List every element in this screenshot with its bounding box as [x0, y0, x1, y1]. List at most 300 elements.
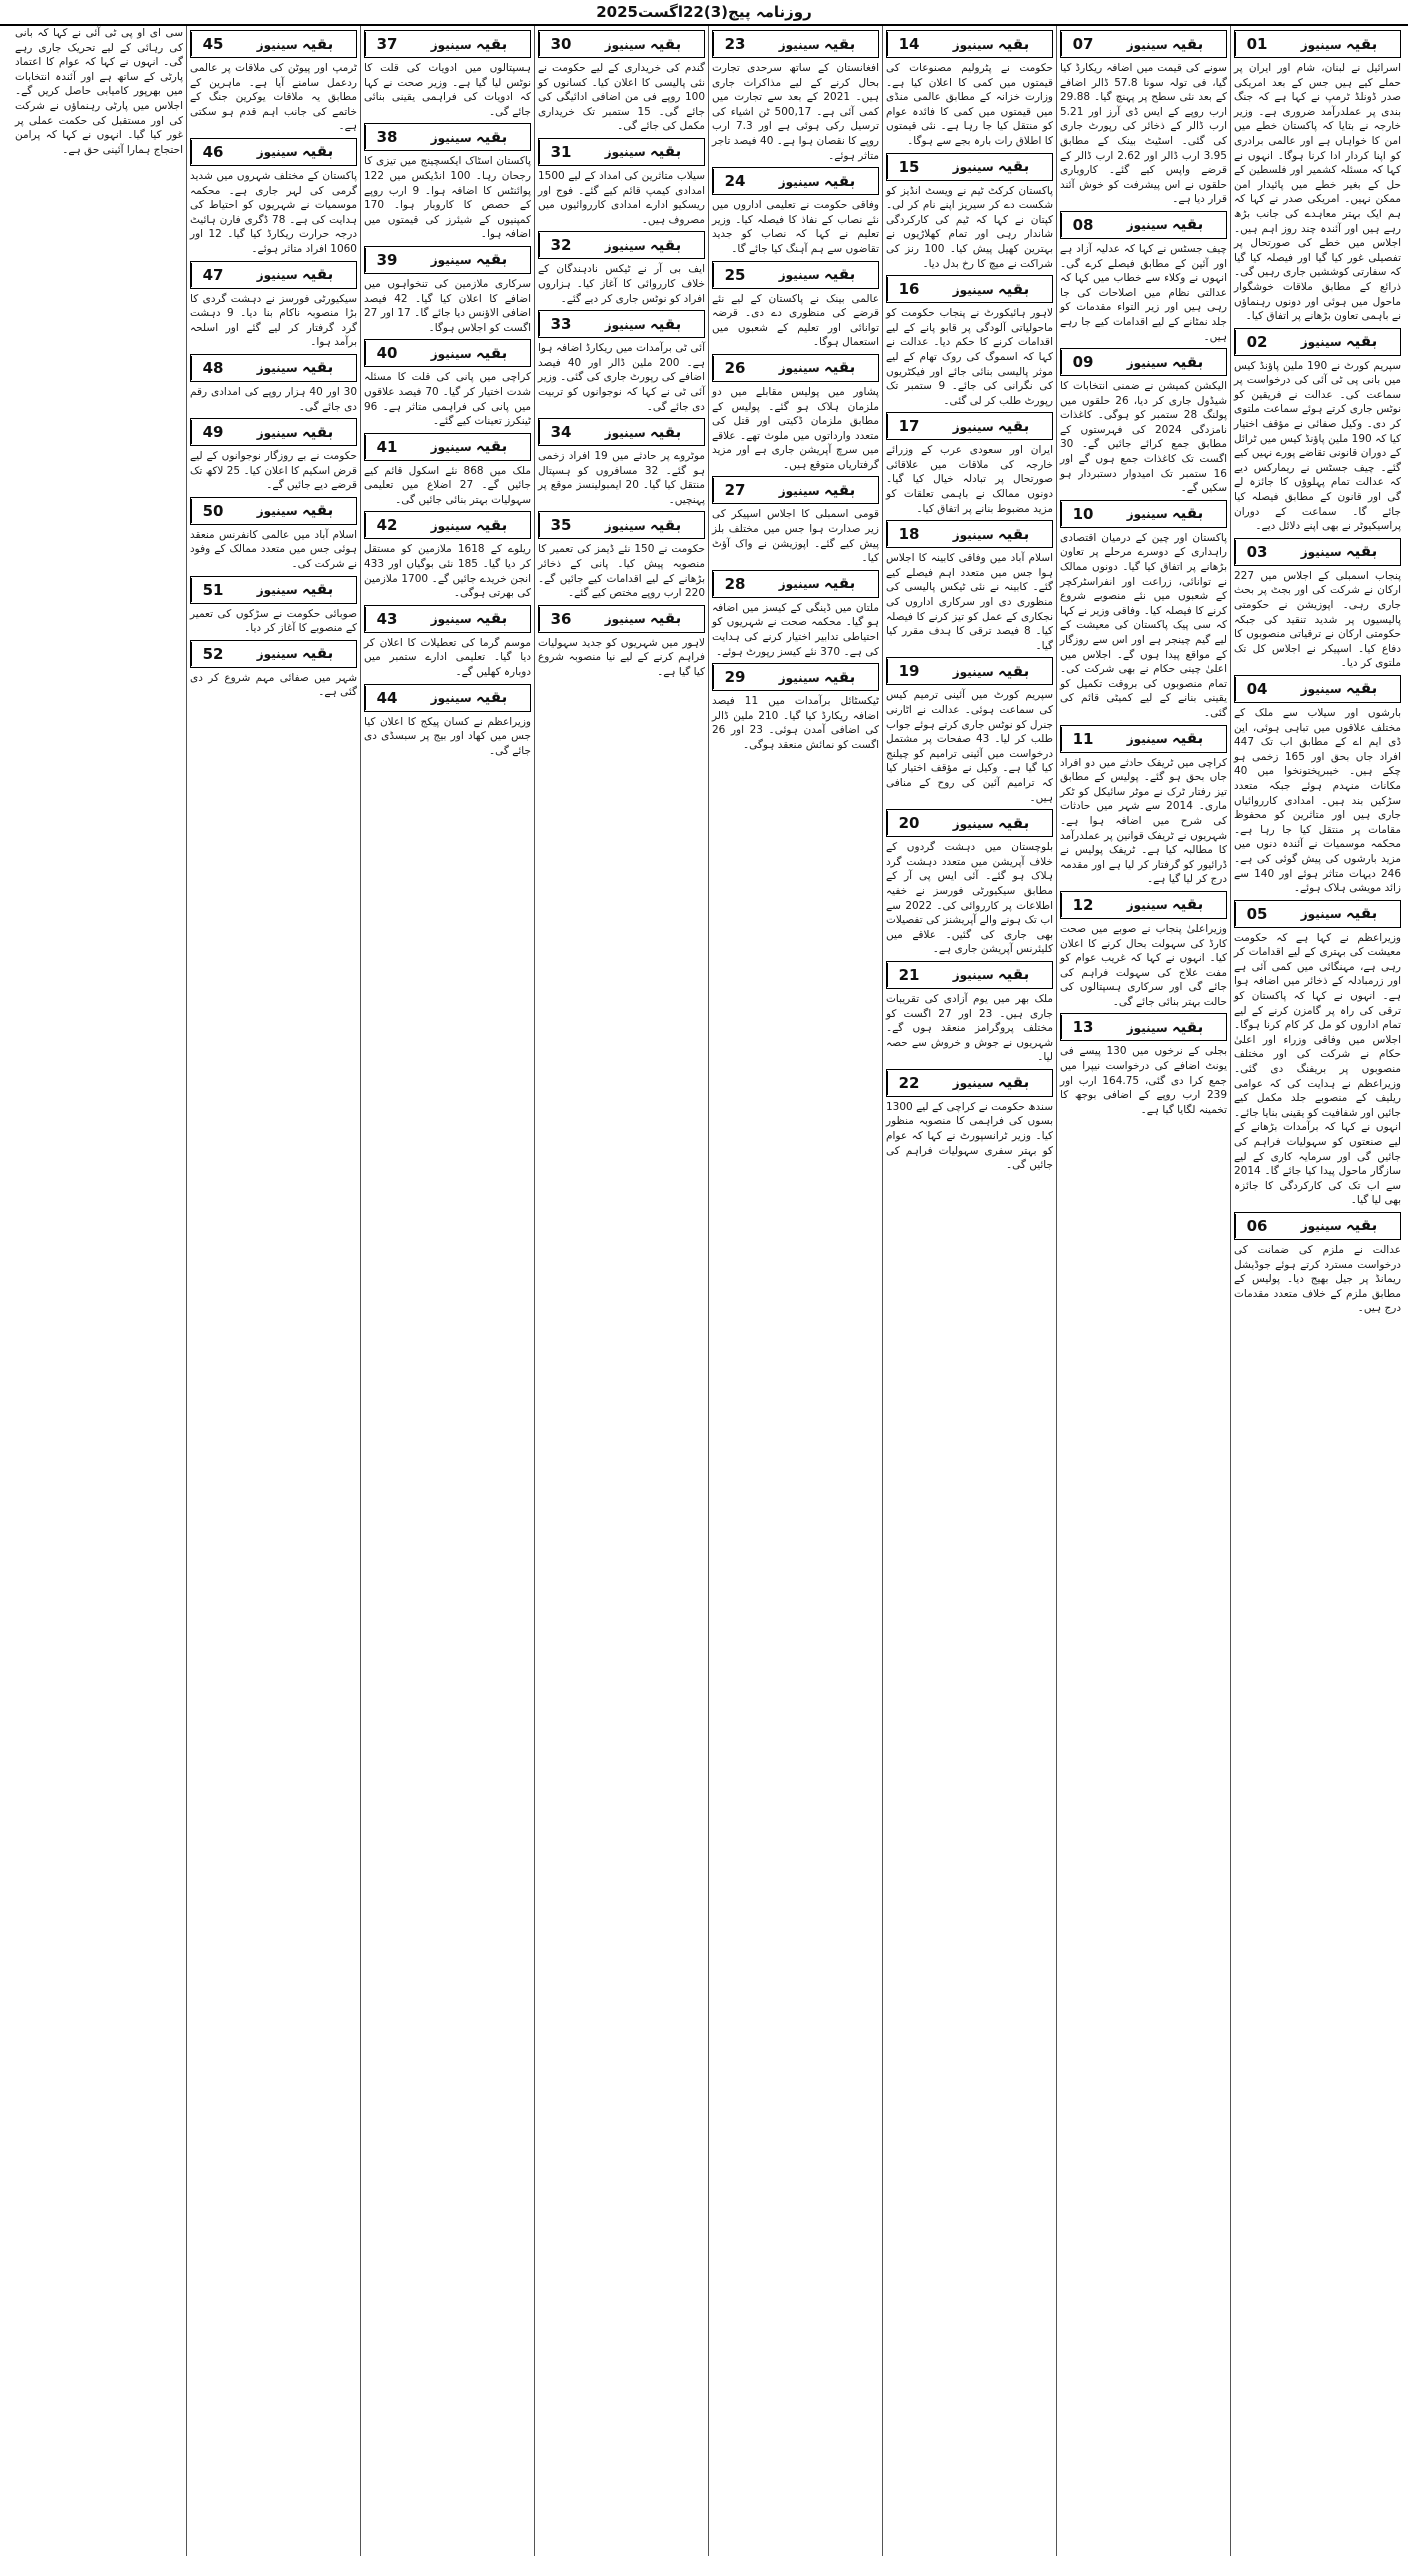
article-text: ٹیکسٹائل برآمدات میں 11 فیصد اضافہ ریکارڈ کیا گیا۔ 210 ملین ڈالر کی اضافی آمدن ہوئی۔ 23 اور 26 اگست کو نمائش منعقد ہوگی۔: [712, 695, 879, 751]
label-word-section: سینیوز: [430, 612, 472, 627]
continuation-tag: [190, 30, 357, 58]
continuation-number: 14: [887, 32, 930, 56]
continuation-number: 15: [887, 155, 930, 179]
continuation-tag: [712, 261, 879, 289]
continuation-number: 05: [1235, 902, 1278, 926]
label-word-baqiya: بقیہ: [997, 661, 1030, 680]
continuation-block: [190, 497, 357, 572]
label-word-section: سینیوز: [1300, 335, 1342, 350]
continuation-block: [364, 123, 531, 242]
continuation-label: [582, 513, 704, 538]
continuation-label: [1104, 726, 1226, 751]
continuation-block: [364, 511, 531, 600]
label-word-section: سینیوز: [430, 130, 472, 145]
label-word-section: سینیوز: [778, 483, 820, 498]
continuation-number: 39: [365, 248, 408, 272]
continuation-label: [756, 478, 878, 503]
continuation-block: [190, 576, 357, 636]
label-word-baqiya: بقیہ: [1171, 729, 1204, 748]
label-word-section: سینیوز: [256, 145, 298, 160]
continuation-label: [756, 32, 878, 57]
continuation-tag: [886, 961, 1053, 989]
label-word-section: سینیوز: [430, 37, 472, 52]
article-text: ریلوے کے 1618 ملازمین کو مستقل کر دیا گیا۔ 185 نئی بوگیاں اور 433 انجن خریدے جائیں گے۔ 1700 ملازمین کی بھرتی ہوگی۔: [364, 543, 531, 600]
label-word-baqiya: بقیہ: [823, 34, 856, 53]
continuation-label: [756, 355, 878, 380]
label-word-section: سینیوز: [1126, 1020, 1168, 1035]
continuation-number: 06: [1235, 1214, 1278, 1238]
news-column: [882, 26, 1056, 2556]
continuation-number: 04: [1235, 677, 1278, 701]
continuation-label: [930, 1070, 1052, 1095]
continuation-number: 22: [887, 1071, 930, 1095]
label-word-baqiya: بقیہ: [475, 515, 508, 534]
label-word-section: سینیوز: [778, 577, 820, 592]
label-word-section: سینیوز: [778, 174, 820, 189]
continuation-tag: [538, 30, 705, 58]
continuation-label: [1278, 676, 1400, 701]
continuation-tag: [886, 520, 1053, 548]
continuation-block: [886, 520, 1053, 653]
continuation-number: 10: [1061, 502, 1104, 526]
continuation-number: 34: [539, 420, 582, 444]
continuation-number: 07: [1061, 32, 1104, 56]
continuation-block: [1060, 725, 1227, 887]
label-word-section: سینیوز: [952, 968, 994, 983]
article-text: سیکیورٹی فورسز نے دہشت گردی کا بڑا منصوبہ ناکام بنا دیا۔ 9 دہشت گرد گرفتار کر لیے گئے اور اسلحہ برآمد ہوا۔: [190, 292, 358, 349]
continuation-tag: [1234, 538, 1401, 566]
label-word-baqiya: بقیہ: [1345, 332, 1378, 351]
continuation-tag: [364, 30, 531, 58]
label-word-section: سینیوز: [430, 518, 472, 533]
continuation-tag: [1060, 348, 1227, 376]
continuation-label: [756, 169, 878, 194]
label-word-baqiya: بقیہ: [301, 142, 334, 161]
continuation-number: 24: [713, 169, 756, 193]
continuation-label: [408, 125, 530, 150]
label-word-section: سینیوز: [256, 425, 298, 440]
continuation-label: [582, 32, 704, 57]
continuation-number: 45: [191, 32, 234, 56]
article-text: ملتان میں ڈینگی کے کیسز میں اضافہ ہو گیا۔ محکمہ صحت نے شہریوں کو احتیاطی تدابیر اختیار کرنے کی ہدایت کی ہے۔ 370 نئے کیسز رپورٹ ہوئے۔: [712, 601, 879, 658]
continuation-tag: [364, 511, 531, 539]
continuation-number: 16: [887, 277, 930, 301]
label-word-baqiya: بقیہ: [1171, 352, 1204, 371]
continuation-tag: [712, 30, 879, 58]
label-word-baqiya: بقیہ: [997, 524, 1030, 543]
continuation-block: [1234, 30, 1401, 324]
continuation-tag: [886, 30, 1053, 58]
continuation-label: [930, 811, 1052, 836]
continuation-block: [364, 605, 531, 680]
continuation-label: [408, 341, 530, 366]
news-column: [708, 26, 882, 2556]
continuation-block: [190, 30, 357, 134]
label-word-baqiya: بقیہ: [475, 688, 508, 707]
continuation-label: [234, 355, 356, 380]
continuation-block: [538, 310, 705, 414]
label-word-baqiya: بقیہ: [649, 314, 682, 333]
continuation-number: 52: [191, 642, 234, 666]
continuation-label: [930, 277, 1052, 302]
label-word-section: سینیوز: [778, 670, 820, 685]
article-text: 30 اور 40 ہزار روپے کی امدادی رقم دی جائے گی۔: [190, 385, 358, 413]
label-word-baqiya: بقیہ: [1171, 504, 1204, 523]
continuation-block: [1234, 328, 1401, 534]
continuation-tag: [364, 246, 531, 274]
continuation-number: 30: [539, 32, 582, 56]
continuation-block: [364, 339, 531, 428]
continuation-tag: [1234, 675, 1401, 703]
article-text: پشاور میں پولیس مقابلے میں دو ملزمان ہلاک ہو گئے۔ پولیس کے مطابق ملزمان ڈکیتی اور قتل کی متعدد وارداتوں میں ملوث تھے۔ علاقے میں سرچ آپریشن جاری ہے اور مزید گرفتاریاں متوقع ہیں۔: [712, 385, 879, 471]
label-word-baqiya: بقیہ: [997, 813, 1030, 832]
continuation-block: [190, 138, 357, 257]
label-word-baqiya: بقیہ: [649, 34, 682, 53]
continuation-block: [712, 570, 879, 659]
label-word-section: سینیوز: [430, 691, 472, 706]
continuation-block: [538, 231, 705, 306]
article-text: لاہور میں شہریوں کو جدید سہولیات فراہم کرنے کے لیے نیا منصوبہ شروع کیا گیا ہے۔: [538, 636, 705, 679]
label-word-baqiya: بقیہ: [997, 416, 1030, 435]
continuation-number: 09: [1061, 350, 1104, 374]
article-text: اسرائیل نے لبنان، شام اور ایران پر حملے کیے ہیں جس کے بعد امریکی صدر ڈونلڈ ٹرمپ نے کہا ہے کہ جنگ بندی پر عملدرآمد ضروری ہے۔ وزیر خارجہ نے بتایا کہ پاکستان خطے میں امن کا خواہاں ہے اور عالمی برادری کو اپنا کردار ادا کرنا ہوگا۔ انہوں نے کہا کہ مسئلہ کشمیر اور فلسطین کے حل کے بغیر خطے میں پائیدار امن ممکن نہیں۔ امریکی صدر نے کہا کہ ہم ایک بہتر معاہدے کی جانب بڑھ رہے ہیں اور آئندہ چند روز اہم ہیں۔ اجلاس میں خطے کی صورتحال پر تفصیلی غور کیا گیا اور فیصلہ کیا گیا کہ سفارتی کوششیں جاری رہیں گی۔ ذرائع کے مطابق ملاقات خوشگوار ماحول میں ہوئی اور دونوں رہنماؤں نے باہمی تعاون بڑھانے پر اتفاق کیا۔: [1234, 62, 1401, 323]
article-text: کراچی میں پانی کی قلت کا مسئلہ شدت اختیار کر گیا۔ 70 فیصد علاقوں میں پانی کی فراہمی متاثر ہے۔ 96 ٹینکرز تعینات کیے گئے۔: [364, 371, 531, 428]
continuation-number: 41: [365, 435, 408, 459]
continuation-label: [930, 962, 1052, 987]
article-text: پنجاب اسمبلی کے اجلاس میں 227 ارکان نے شرکت کی اور بجٹ پر بحث جاری رہی۔ اپوزیشن نے حکومتی پالیسیوں پر شدید تنقید کی جبکہ حکومتی ارکان نے ترقیاتی منصوبوں کا دفاع کیا۔ اسپیکر نے اجلاس کل تک ملتوی کر دیا۔: [1234, 569, 1401, 670]
article-text: سونے کی قیمت میں اضافہ ریکارڈ کیا گیا، فی تولہ سونا 57.8 ڈالر اضافے کے بعد نئی سطح پر پہنچ گیا۔ 29.88 ارب روپے کے ایس ڈی آرز اور 5.21 ارب ڈالر کے ذخائر کی رپورٹ جاری کی گئی۔ اسٹیٹ بینک کے مطابق 3.95 ارب ڈالر اور 2.62 ارب ڈالر کے قرضے واپس کیے گئے۔ کاروباری حلقوں نے اس پیشرفت کو خوش آئند قرار دیا ہے۔: [1060, 62, 1228, 206]
article-text: ملک بھر میں یوم آزادی کی تقریبات جاری ہیں۔ 23 اور 27 اگست کو مختلف پروگرامز منعقد ہوں گے۔ شہریوں نے جوش و خروش سے حصہ لیا۔: [886, 992, 1053, 1064]
columns-container: [4, 26, 1404, 2556]
article-text: موسم گرما کی تعطیلات کا اعلان کر دیا گیا۔ تعلیمی ادارے ستمبر میں دوبارہ کھلیں گے۔: [364, 636, 531, 679]
continuation-label: [1104, 892, 1226, 917]
continuation-tag: [190, 261, 357, 289]
article-text: سیلاب متاثرین کی امداد کے لیے 1500 امدادی کیمپ قائم کیے گئے۔ فوج اور ریسکیو ادارے امدادی کارروائیوں میں مصروف ہیں۔: [538, 169, 705, 226]
continuation-tag: [712, 167, 879, 195]
continuation-tag: [1060, 1013, 1227, 1041]
label-word-baqiya: بقیہ: [1345, 679, 1378, 698]
continuation-number: 32: [539, 233, 582, 257]
continuation-label: [234, 577, 356, 602]
continuation-block: [712, 476, 879, 565]
article-text: صوبائی حکومت نے سڑکوں کی تعمیر کے منصوبے کا آغاز کر دیا۔: [190, 607, 357, 635]
continuation-label: [234, 498, 356, 523]
continuation-label: [1278, 539, 1400, 564]
continuation-label: [1278, 1213, 1400, 1238]
label-word-section: سینیوز: [604, 317, 646, 332]
continuation-tag: [712, 476, 879, 504]
label-word-section: سینیوز: [778, 37, 820, 52]
article-text: ملک میں 868 نئے اسکول قائم کیے جائیں گے۔ 27 اضلاع میں تعلیمی سہولیات بہتر بنائی جائیں گی۔: [364, 464, 531, 506]
label-word-section: سینیوز: [1126, 218, 1168, 233]
label-word-baqiya: بقیہ: [1171, 895, 1204, 914]
article-text: وفاقی حکومت نے تعلیمی اداروں میں نئے نصاب کے نفاذ کا فیصلہ کیا۔ وزیر تعلیم نے کہا کہ نصاب کو جدید تقاضوں سے ہم آہنگ کیا جائے گا۔: [712, 199, 879, 255]
continuation-number: 43: [365, 607, 408, 631]
continuation-block: [364, 433, 531, 508]
continuation-tag: [190, 418, 357, 446]
continuation-label: [408, 685, 530, 710]
continuation-block: [1060, 891, 1227, 1010]
article-text: عدالت نے ملزم کی ضمانت کی درخواست مسترد کرتے ہوئے جوڈیشل ریمانڈ پر جیل بھیج دیا۔ پولیس کے مطابق ملزم کے خلاف متعدد مقدمات درج ہیں۔: [1234, 1243, 1401, 1315]
label-word-section: سینیوز: [1126, 37, 1168, 52]
continuation-block: [538, 418, 705, 507]
label-word-baqiya: بقیہ: [1171, 1017, 1204, 1036]
continuation-tag: [364, 605, 531, 633]
continuation-number: 08: [1061, 213, 1104, 237]
label-word-baqiya: بقیہ: [475, 609, 508, 628]
continuation-number: 03: [1235, 540, 1278, 564]
article-text: بلوچستان میں دہشت گردوں کے خلاف آپریشن میں متعدد دہشت گرد ہلاک ہو گئے۔ آئی ایس پی آر کے مطابق سیکیورٹی فورسز نے خفیہ اطلاعات پر کارروائی کی۔ 2022 سے اب تک ہونے والے آپریشنز کی تفصیلات بھی جاری کی گئیں۔ علاقے میں کلیئرنس آپریشن جاری ہے۔: [886, 841, 1053, 956]
label-word-baqiya: بقیہ: [997, 279, 1030, 298]
continuation-label: [234, 641, 356, 666]
continuation-number: 18: [887, 522, 930, 546]
continuation-block: [1060, 1013, 1227, 1117]
continuation-tag: [190, 354, 357, 382]
continuation-block: [712, 354, 879, 473]
continuation-tag: [886, 1069, 1053, 1097]
label-word-section: سینیوز: [256, 583, 298, 598]
continuation-label: [234, 139, 356, 164]
continuation-label: [1278, 901, 1400, 926]
label-word-section: سینیوز: [1126, 507, 1168, 522]
continuation-label: [582, 233, 704, 258]
continuation-tag: [1060, 500, 1227, 528]
label-word-baqiya: بقیہ: [301, 644, 334, 663]
label-word-section: سینیوز: [1300, 682, 1342, 697]
continuation-label: [1104, 32, 1226, 57]
news-column: [186, 26, 360, 2556]
continuation-tag: [364, 123, 531, 151]
continuation-number: 35: [539, 513, 582, 537]
article-text: موٹروے پر حادثے میں 19 افراد زخمی ہو گئے۔ 32 مسافروں کو ہسپتال منتقل کیا گیا۔ 20 ایمبولینسز موقع پر پہنچیں۔: [538, 450, 705, 506]
continuation-label: [930, 32, 1052, 57]
continuation-block: [1234, 675, 1401, 896]
continuation-tag: [364, 339, 531, 367]
continuation-block: [538, 511, 705, 600]
continuation-tag: [190, 640, 357, 668]
label-word-section: سینیوز: [952, 37, 994, 52]
continuation-number: 47: [191, 263, 234, 287]
article-text: آئی ٹی برآمدات میں ریکارڈ اضافہ ہوا ہے۔ 200 ملین ڈالر اور 40 فیصد اضافے کی رپورٹ جاری کی گئی۔ وزیر آئی ٹی نے کہا کہ نوجوانوں کو تربیت دی جائے گی۔: [537, 342, 705, 413]
continuation-number: 48: [191, 356, 234, 380]
continuation-label: [234, 420, 356, 445]
continuation-tag: [1060, 891, 1227, 919]
continuation-tag: [1234, 30, 1401, 58]
continuation-number: 36: [539, 607, 582, 631]
continuation-block: [190, 418, 357, 493]
continuation-label: [408, 513, 530, 538]
label-word-section: سینیوز: [1126, 355, 1168, 370]
continuation-label: [582, 312, 704, 337]
continuation-block: [886, 961, 1053, 1065]
continuation-block: [190, 261, 357, 350]
label-word-section: سینیوز: [778, 268, 820, 283]
continuation-tag: [1060, 211, 1227, 239]
article-text: سپریم کورٹ نے 190 ملین پاؤنڈ کیس میں بانی پی ٹی آئی کی درخواست پر سماعت کی۔ عدالت نے فریقین کو نوٹس جاری کرتے ہوئے سماعت ملتوی کر دی۔ وکیل صفائی نے مؤقف اختیار کیا کہ 190 ملین پاؤنڈ کیس میں ٹرائل کے دوران قانونی تقاضے پورے نہیں کیے گئے۔ چیف جسٹس نے ریمارکس دیے کہ عدالت تمام پہلوؤں کا جائزہ لے گی اور قانون کے مطابق فیصلہ کیا جائے گا۔ سماعت کے دوران پراسیکیوٹر نے بھی اپنے دلائل دیے۔: [1234, 359, 1401, 533]
continuation-number: 37: [365, 32, 408, 56]
label-word-section: سینیوز: [1126, 732, 1168, 747]
continuation-number: 19: [887, 659, 930, 683]
continuation-tag: [712, 570, 879, 598]
label-word-section: سینیوز: [1300, 37, 1342, 52]
label-word-section: سینیوز: [952, 527, 994, 542]
article-text: اسلام آباد میں وفاقی کابینہ کا اجلاس ہوا جس میں متعدد اہم فیصلے کیے گئے۔ کابینہ نے نئی ٹیکس پالیسی کی منظوری دی اور سرکاری اداروں کی نجکاری کے عمل کو تیز کرنے کا فیصلہ کیا۔ 8 فیصد ترقی کا ہدف مقرر کیا گیا۔: [886, 552, 1054, 652]
label-word-baqiya: بقیہ: [997, 157, 1030, 176]
article-text: چیف جسٹس نے کہا کہ عدلیہ آزاد ہے اور آئین کے مطابق فیصلے کرے گی۔ انہوں نے وکلاء سے خطاب میں کہا کہ عدالتی نظام میں اصلاحات کی جا رہی ہیں اور زیر التواء مقدمات کو جلد نمٹانے کے لیے اقدامات کیے جا رہے ہیں۔: [1060, 242, 1227, 343]
continuation-label: [756, 665, 878, 690]
continuation-block: [712, 30, 879, 163]
article-text: الیکشن کمیشن نے ضمنی انتخابات کا شیڈول جاری کر دیا، 26 حلقوں میں پولنگ 28 ستمبر کو ہوگی۔ کاغذات نامزدگی 2024 کی فہرستوں کے مطابق جمع کرائے جائیں گے۔ 30 اگست تک کاغذات جمع ہوں گے اور 16 ستمبر تک امیدوار دستبردار ہو سکیں گے۔: [1060, 380, 1227, 495]
label-word-section: سینیوز: [604, 238, 646, 253]
continuation-block: [1060, 500, 1227, 721]
label-word-section: سینیوز: [952, 664, 994, 679]
continuation-number: 02: [1235, 330, 1278, 354]
continuation-tag: [190, 497, 357, 525]
article-text: سی ای او پی ٹی آئی نے کہا کہ بانی کی رہائی کے لیے تحریک جاری رہے گی۔ انہوں نے کہا کہ عوام کا اعتماد پارٹی کے ساتھ ہے اور آئندہ انتخابات میں بھرپور کامیابی حاصل کریں گے۔ اجلاس میں پارٹی رہنماؤں نے شرکت کی اور مستقبل کی حکمت عملی پر غور کیا گیا۔ انہوں نے کہا کہ پرامن احتجاج ہمارا آئینی حق ہے۔: [15, 27, 183, 156]
label-word-section: سینیوز: [256, 504, 298, 519]
article-text: بجلی کے نرخوں میں 130 پیسے فی یونٹ اضافے کی درخواست نیپرا میں جمع کرا دی گئی، 164.75 ارب اور 239 ارب روپے کے اضافی بوجھ کا تخمینہ لگایا گیا ہے۔: [1060, 1045, 1228, 1116]
continuation-number: 01: [1235, 32, 1278, 56]
continuation-number: 42: [365, 513, 408, 537]
label-word-baqiya: بقیہ: [649, 422, 682, 441]
continuation-tag: [538, 310, 705, 338]
continuation-number: 51: [191, 578, 234, 602]
continuation-tag: [538, 605, 705, 633]
label-word-section: سینیوز: [952, 160, 994, 175]
article-text: پاکستان اسٹاک ایکسچینج میں تیزی کا رجحان رہا۔ 100 انڈیکس میں 122 پوائنٹس کا اضافہ ہوا۔ 9 ارب روپے کے حصص کا کاروبار ہوا۔ 170 کمپنیوں کے شیئرز کی قیمتوں میں اضافہ ہوا۔: [364, 155, 532, 241]
article-text: پاکستان کرکٹ ٹیم نے ویسٹ انڈیز کو شکست دے کر سیریز اپنے نام کر لی۔ کپتان نے کہا کہ ٹیم کی کارکردگی شاندار رہی اور تمام کھلاڑیوں نے بہترین کھیل پیش کیا۔ 100 رنز کی شراکت نے میچ کا رخ بدل دیا۔: [886, 184, 1053, 270]
label-word-baqiya: بقیہ: [301, 265, 334, 284]
article-text: اسلام آباد میں عالمی کانفرنس منعقد ہوئی جس میں متعدد ممالک کے وفود نے شرکت کی۔: [190, 528, 357, 571]
continuation-tag: [364, 433, 531, 461]
continuation-number: 38: [365, 125, 408, 149]
label-word-baqiya: بقیہ: [649, 235, 682, 254]
continuation-block: [15, 26, 183, 157]
article-text: بارشوں اور سیلاب سے ملک کے مختلف علاقوں میں تباہی ہوئی، این ڈی ایم اے کے مطابق اب تک 447 افراد جاں بحق اور 165 زخمی ہو چکے ہیں۔ خیبرپختونخوا میں 40 مکانات منہدم ہوئے جبکہ متعدد سڑکیں بند ہیں۔ امدادی کارروائیاں جاری ہیں اور متاثرین کو محفوظ مقامات پر منتقل کیا جا رہا ہے۔ محکمہ موسمیات نے آئندہ دنوں میں مزید بارشوں کی پیش گوئی کی ہے۔ 246 دیہات متاثر ہوئے اور 140 سے زائد مویشی ہلاک ہوئے۔: [1234, 706, 1401, 895]
continuation-number: 40: [365, 341, 408, 365]
label-word-baqiya: بقیہ: [997, 1073, 1030, 1092]
continuation-tag: [886, 275, 1053, 303]
continuation-label: [756, 262, 878, 287]
continuation-number: 12: [1061, 893, 1104, 917]
continuation-block: [1060, 30, 1227, 207]
article-text: پاکستان کے مختلف شہروں میں شدید گرمی کی لہر جاری ہے۔ محکمہ موسمیات نے شہریوں کو احتیاط کی ہدایت کی ہے۔ 78 ڈگری فارن ہائیٹ درجہ حرارت ریکارڈ کیا گیا۔ 12 اور 1060 افراد متاثر ہوئے۔: [190, 169, 357, 255]
article-text: عالمی بینک نے پاکستان کے لیے نئے قرضے کی منظوری دے دی۔ قرضہ توانائی اور تعلیم کے شعبوں میں استعمال ہوگا۔: [712, 292, 879, 349]
label-word-baqiya: بقیہ: [823, 574, 856, 593]
label-word-baqiya: بقیہ: [475, 437, 508, 456]
continuation-tag: [712, 354, 879, 382]
label-word-baqiya: بقیہ: [823, 480, 856, 499]
continuation-number: 49: [191, 420, 234, 444]
continuation-block: [364, 684, 531, 759]
continuation-label: [756, 571, 878, 596]
label-word-baqiya: بقیہ: [475, 250, 508, 269]
continuation-tag: [190, 138, 357, 166]
article-text: قومی اسمبلی کا اجلاس اسپیکر کی زیر صدارت ہوا جس میں مختلف بلز پیش کیے گئے۔ اپوزیشن نے واک آؤٹ کیا۔: [712, 508, 879, 565]
continuation-block: [1060, 348, 1227, 496]
news-column: [1056, 26, 1230, 2556]
article-text: سندھ حکومت نے کراچی کے لیے 1300 بسوں کی فراہمی کا منصوبہ منظور کیا۔ وزیر ٹرانسپورٹ نے کہا کہ عوام کو بہتر سفری سہولیات فراہم کی جائیں گی۔: [886, 1100, 1053, 1172]
label-word-section: سینیوز: [256, 268, 298, 283]
continuation-label: [582, 420, 704, 445]
label-word-baqiya: بقیہ: [823, 265, 856, 284]
continuation-number: 50: [191, 499, 234, 523]
article-text: ہسپتالوں میں ادویات کی قلت کا نوٹس لیا گیا ہے۔ وزیر صحت نے کہا کہ ادویات کی فراہمی یقینی بنائی جائے گی۔: [364, 62, 531, 118]
continuation-block: [886, 275, 1053, 408]
label-word-baqiya: بقیہ: [649, 142, 682, 161]
continuation-label: [1104, 1015, 1226, 1040]
continuation-block: [712, 261, 879, 350]
continuation-label: [1104, 212, 1226, 237]
label-word-section: سینیوز: [604, 145, 646, 160]
label-word-section: سینیوز: [430, 440, 472, 455]
label-word-baqiya: بقیہ: [997, 965, 1030, 984]
continuation-block: [190, 354, 357, 414]
continuation-number: 33: [539, 312, 582, 336]
continuation-tag: [1060, 30, 1227, 58]
article-text: سپریم کورٹ میں آئینی ترمیم کیس کی سماعت ہوئی۔ عدالت نے اٹارنی جنرل کو نوٹس جاری کرتے ہوئے جواب طلب کر لیا۔ 43 صفحات پر مشتمل درخواست میں آئینی ترامیم کو چیلنج کیا گیا ہے۔ وکیل نے مؤقف اختیار کیا کہ ترامیم آئین کی روح کے منافی ہیں۔: [886, 689, 1054, 804]
label-word-section: سینیوز: [604, 425, 646, 440]
article-text: گندم کی خریداری کے لیے حکومت نے نئی پالیسی کا اعلان کیا۔ کسانوں کو 100 روپے فی من اضافی ادائیگی کی جائے گی۔ 15 ستمبر تک خریداری مکمل کی جائے گی۔: [538, 62, 705, 133]
continuation-number: 21: [887, 963, 930, 987]
continuation-tag: [886, 412, 1053, 440]
continuation-tag: [364, 684, 531, 712]
continuation-number: 17: [887, 414, 930, 438]
continuation-number: 26: [713, 356, 756, 380]
continuation-label: [408, 434, 530, 459]
continuation-number: 11: [1061, 727, 1104, 751]
label-word-baqiya: بقیہ: [1171, 215, 1204, 234]
continuation-number: 20: [887, 811, 930, 835]
continuation-block: [712, 167, 879, 256]
continuation-block: [886, 153, 1053, 272]
label-word-section: سینیوز: [1300, 907, 1342, 922]
continuation-label: [582, 139, 704, 164]
label-word-baqiya: بقیہ: [475, 343, 508, 362]
page-masthead: روزنامہ پیج(3)22اگست2025: [0, 0, 1408, 26]
continuation-block: [1234, 538, 1401, 671]
label-word-section: سینیوز: [1300, 545, 1342, 560]
continuation-block: [538, 605, 705, 680]
article-text: ٹرمپ اور پیوٹن کی ملاقات پر عالمی ردعمل سامنے آیا ہے۔ ماہرین کے مطابق یہ ملاقات یوکرین جنگ کے خاتمے کی جانب اہم قدم ہو سکتی ہے۔: [190, 62, 357, 133]
label-word-section: سینیوز: [952, 816, 994, 831]
news-column: [1230, 26, 1404, 2556]
label-word-baqiya: بقیہ: [301, 34, 334, 53]
article-text: ایران اور سعودی عرب کے وزرائے خارجہ کی ملاقات میں علاقائی صورتحال پر تبادلہ خیال کیا گیا۔ دونوں ممالک نے باہمی تعلقات کو مزید مضبوط بنانے پر اتفاق کیا۔: [886, 444, 1053, 515]
article-text: افغانستان کے ساتھ سرحدی تجارت بحال کرنے کے لیے مذاکرات جاری ہیں۔ 2021 کے بعد سے تجارت میں کمی آئی ہے۔ 500,17 ٹن اشیاء کی ترسیل رکی ہوئی ہے اور 7.3 ارب روپے کا نقصان ہوا ہے۔ 40 فیصد تاجر متاثر ہوئے۔: [712, 62, 879, 162]
label-word-section: سینیوز: [1300, 1219, 1342, 1234]
label-word-section: سینیوز: [604, 612, 646, 627]
news-column: [12, 26, 186, 2556]
continuation-block: [886, 1069, 1053, 1173]
continuation-tag: [886, 809, 1053, 837]
continuation-tag: [1234, 1212, 1401, 1240]
article-text: کراچی میں ٹریفک حادثے میں دو افراد جاں بحق ہو گئے۔ پولیس کے مطابق تیز رفتار ٹرک نے موٹر سائیکل کو ٹکر ماری۔ 2014 سے شہر میں حادثات کی شرح میں اضافہ ہوا ہے۔ شہریوں نے ٹریفک قوانین پر عملدرآمد کا مطالبہ کیا ہے۔ ٹریفک پولیس نے ڈرائیور کو گرفتار کر لیا ہے اور مقدمہ درج کر لیا گیا ہے۔: [1060, 756, 1227, 886]
continuation-label: [582, 606, 704, 631]
label-word-baqiya: بقیہ: [475, 127, 508, 146]
label-word-section: سینیوز: [430, 346, 472, 361]
continuation-label: [1278, 32, 1400, 57]
continuation-block: [712, 663, 879, 752]
continuation-number: 44: [365, 686, 408, 710]
continuation-number: 46: [191, 140, 234, 164]
article-text: پاکستان اور چین کے درمیان اقتصادی راہداری کے دوسرے مرحلے پر تعاون بڑھانے پر اتفاق کیا گیا۔ دونوں ممالک نے توانائی، زراعت اور انفراسٹرکچر کے شعبوں میں نئے منصوبے شروع کرنے کا فیصلہ کیا۔ وفاقی وزیر نے کہا کہ سی پیک پاکستان کی معیشت کے لیے گیم چینجر ہے اور اس سے روزگار کے مواقع پیدا ہوں گے۔ اجلاس میں اعلیٰ چینی حکام نے بھی شرکت کی۔ تمام منصوبوں کی بروقت تکمیل کو یقینی بنانے کے لیے کمیٹی قائم کی گئی۔: [1060, 531, 1227, 719]
label-word-section: سینیوز: [604, 518, 646, 533]
label-word-section: سینیوز: [952, 419, 994, 434]
label-word-section: سینیوز: [256, 647, 298, 662]
continuation-number: 25: [713, 263, 756, 287]
continuation-label: [234, 32, 356, 57]
